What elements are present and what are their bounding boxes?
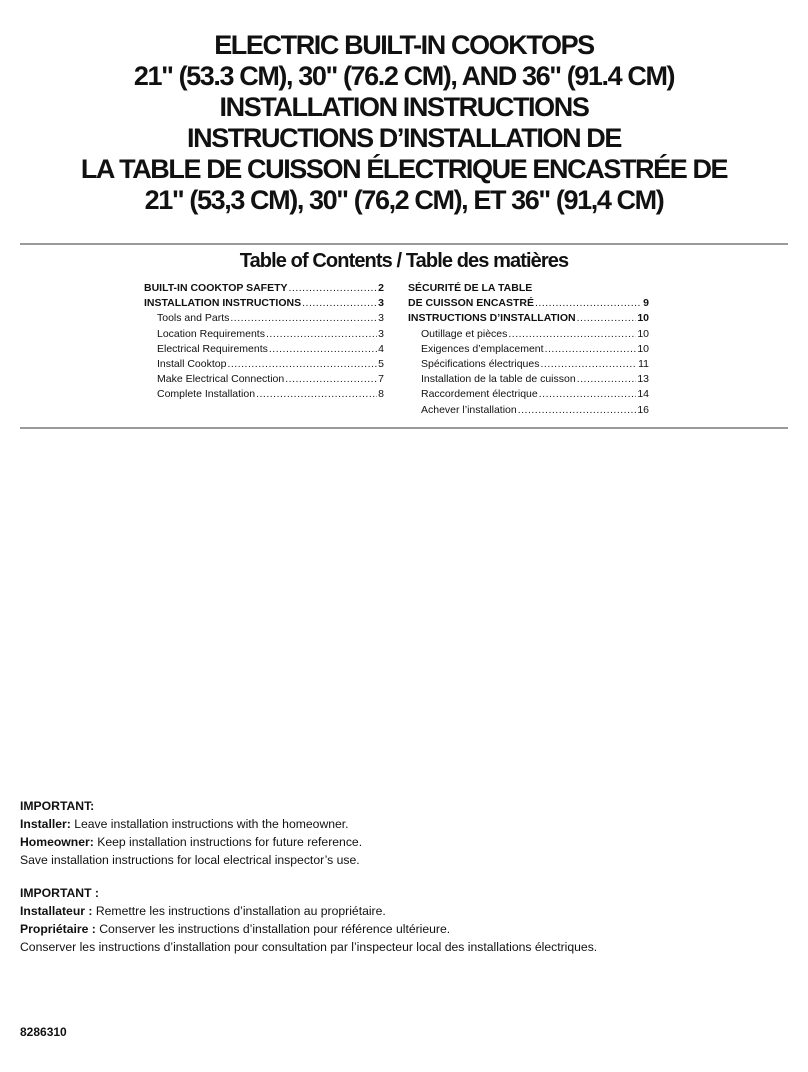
toc-page: 10 [637,327,649,340]
toc-page: 8 [378,388,384,401]
installer-label: Installer: [20,817,71,831]
toc-label: Make Electrical Connection [157,373,285,386]
toc-leader [540,357,637,372]
toc-entry-installation-table[interactable] [408,372,649,387]
toc-label: INSTRUCTIONS D’INSTALLATION [408,312,576,325]
toc-english [144,281,384,403]
save-note: Save installation instructions for local electrical inspector’s use. [20,853,360,867]
toc-heading: Table of Contents / Table des matières [239,250,569,272]
toc-label: Complete Installation [157,388,256,401]
toc-label: Raccordement électrique [421,388,538,401]
toc-page: 5 [378,358,384,371]
important-heading: IMPORTANT : [20,886,99,900]
bottom-divider [20,427,788,429]
toc-leader [227,357,377,372]
toc-leader [535,296,642,311]
title-line: INSTRUCTIONS D’INSTALLATION DE [187,123,621,153]
toc-entry-location[interactable] [144,327,384,342]
toc-label: Achever l’installation [421,403,517,416]
owner-text: Conserver les instructions d’installation pour référence ultérieure. [95,922,451,936]
title-line: LA TABLE DE CUISSON ÉLECTRIQUE ENCASTRÉE DE [80,154,728,184]
toc-entry-outillage[interactable] [408,327,649,342]
toc-entry-instructions[interactable] [408,311,649,326]
installer-text: Remettre les instructions d’installation au propriétaire. [92,904,386,918]
toc-page: 13 [637,373,649,386]
owner-note [20,920,597,938]
toc-entry-connection[interactable] [144,372,384,387]
toc-label: Outillage et pièces [421,327,508,340]
document-title [0,30,808,216]
toc-entry-tools[interactable] [144,311,384,326]
title-line: INSTALLATION INSTRUCTIONS [219,92,589,122]
toc-page: 3 [378,312,384,325]
toc-page: 4 [378,342,384,355]
installer-label: Installateur : [20,904,93,918]
toc-label: Spécifications électriques [421,358,540,371]
toc-page: 10 [637,342,649,355]
toc-label: Electrical Requirements [157,342,268,355]
toc-label: Location Requirements [157,327,265,340]
owner-label: Propriétaire : [20,922,96,936]
toc-label: INSTALLATION INSTRUCTIONS [144,297,302,310]
important-heading: IMPORTANT: [20,799,95,813]
toc-french [408,281,649,418]
toc-page: 16 [637,403,649,416]
toc-leader [266,327,377,342]
toc-leader [577,372,637,387]
toc-page: 3 [378,297,384,310]
top-divider [20,243,788,245]
toc-entry-exigences[interactable] [408,342,649,357]
toc-leader [545,342,637,357]
installer-text: Leave installation instructions with the homeowner. [70,817,349,831]
homeowner-text: Keep installation instructions for future reference. [93,835,363,849]
important-notice-french [20,884,597,956]
toc-label: Tools and Parts [157,312,230,325]
document-number: 8286310 [20,1025,67,1039]
toc-entry-installation[interactable] [144,296,384,311]
toc-page: 7 [378,373,384,386]
toc-label: Install Cooktop [157,358,227,371]
toc-page: 3 [378,327,384,340]
toc-page: 2 [378,282,384,294]
title-line: ELECTRIC BUILT-IN COOKTOPS [214,30,594,60]
toc-entry-securite[interactable] [408,296,649,311]
title-line: 21" (53.3 CM), 30" (76.2 CM), AND 36" (91.4 CM) [133,61,675,91]
toc-leader [302,296,377,311]
toc-label: DE CUISSON ENCASTRÉ [408,297,535,310]
toc-label: Installation de la table de cuisson [421,373,576,386]
toc-page: 10 [637,312,649,325]
toc-leader [539,387,637,402]
toc-leader [577,311,637,326]
save-note: Conserver les instructions d’installation pour consultation par l’inspecteur local des installations électriques. [20,940,598,954]
toc-label: Exigences d’emplacement [421,342,544,355]
toc-label: BUILT-IN COOKTOP SAFETY [144,282,288,294]
homeowner-note [20,833,362,851]
toc-entry-specifications[interactable] [408,357,649,372]
toc-entry-safety[interactable] [144,281,384,296]
toc-label: SÉCURITÉ DE LA TABLE [408,282,533,294]
important-notice-english [20,797,362,869]
toc-entry-complete[interactable] [144,387,384,402]
installer-note [20,902,597,920]
toc-leader [285,372,377,387]
toc-entry-achever[interactable] [408,403,649,418]
toc-page: 14 [637,388,649,401]
toc-page: 9 [643,297,649,310]
toc-entry-raccordement[interactable] [408,387,649,402]
toc-leader [289,281,378,296]
toc-leader [508,327,636,342]
title-line: 21" (53,3 CM), 30" (76,2 CM), ET 36" (91,4 CM) [144,185,664,215]
toc-leader [518,403,637,418]
homeowner-label: Homeowner: [20,835,94,849]
toc-leader [256,387,377,402]
toc-leader [269,342,377,357]
installer-note [20,815,362,833]
toc-entry-install-cooktop[interactable] [144,357,384,372]
toc-leader [230,311,377,326]
toc-page: 11 [638,358,649,371]
toc-entry-electrical[interactable] [144,342,384,357]
